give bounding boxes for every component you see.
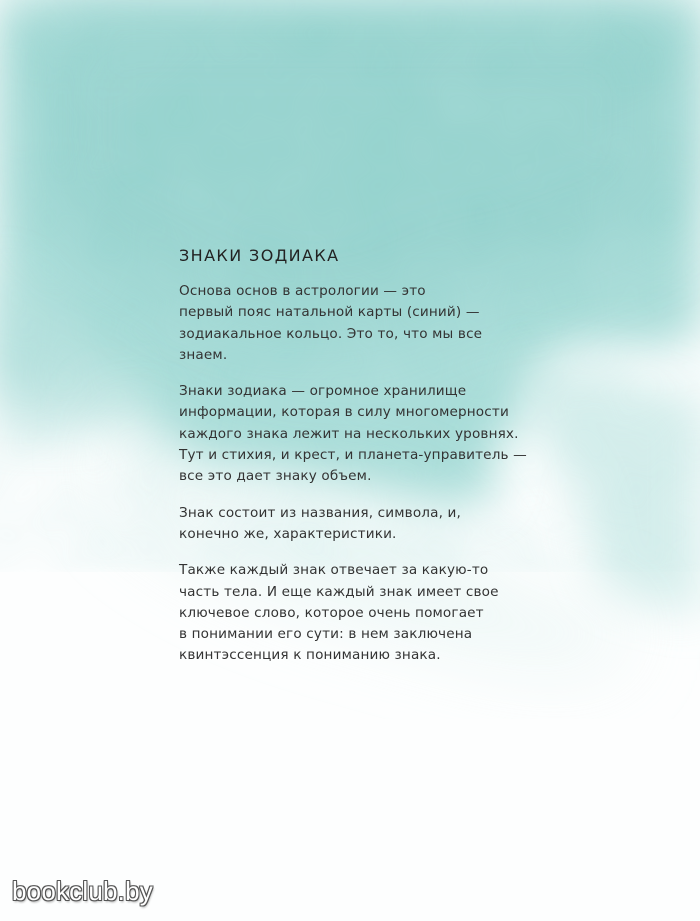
paragraph <box>179 560 559 666</box>
text-line: в понимании его сути: в нем заключена <box>179 626 473 643</box>
text-line: первый пояс натальной карты (синий) — <box>179 304 480 321</box>
text-line: ключевое слово, которое очень помогает <box>179 604 484 621</box>
text-line: знаем. <box>179 346 228 363</box>
text-line: каждого знака лежит на нескольких уровнях. <box>179 425 519 442</box>
text-line: квинтэссенция к пониманию знака. <box>179 647 441 664</box>
text-line: конечно же, характеристики. <box>179 525 397 542</box>
section-heading: ЗНАКИ ЗОДИАКА <box>179 246 340 265</box>
paragraph <box>179 381 559 487</box>
text-line: часть тела. И еще каждый знак имеет свое <box>179 583 499 600</box>
text-line: Также каждый знак отвечает за какую-то <box>179 562 489 579</box>
text-line: все это дает знаку объем. <box>179 468 372 485</box>
text-line: Знаки зодиака — огромное хранилище <box>179 383 467 400</box>
paragraph <box>179 281 559 366</box>
paragraph <box>179 503 559 546</box>
text-line: Знак состоит из названия, символа, и, <box>179 504 462 521</box>
text-block <box>179 244 559 682</box>
watermark-logo: bookclub.by <box>12 876 153 906</box>
text-line: Тут и стихия, и крест, и планета-управитель — <box>179 447 527 464</box>
text-line: Основа основ в астрологии — это <box>179 283 426 299</box>
text-line: информации, которая в силу многомерности <box>179 404 509 421</box>
text-line: зодиакальное кольцо. Это то, что мы все <box>179 325 483 342</box>
